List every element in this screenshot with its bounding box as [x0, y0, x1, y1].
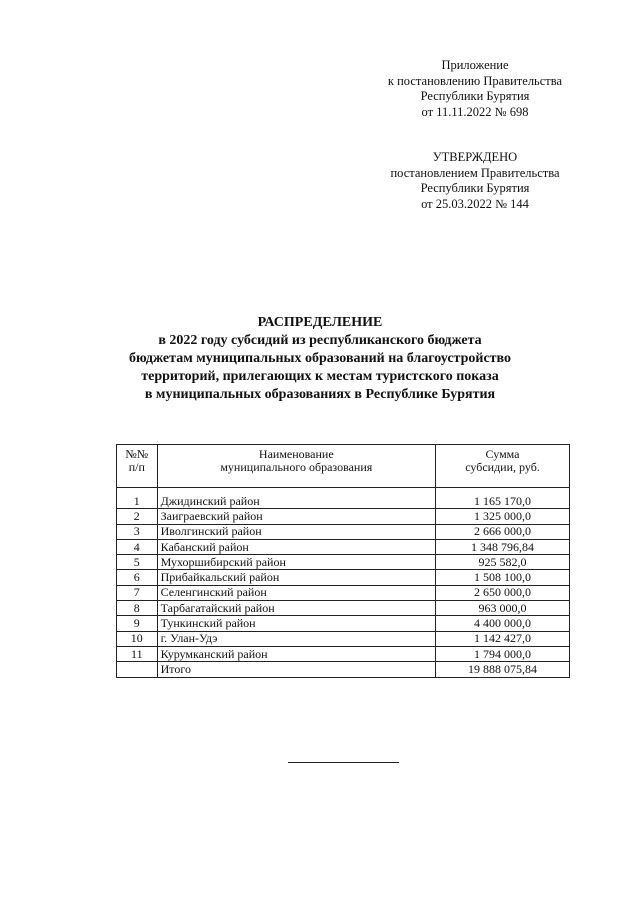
row-number: 10: [117, 631, 158, 646]
document-title: [60, 314, 580, 404]
row-municipality: Кабанский район: [157, 539, 435, 554]
row-sum: 1 142 427,0: [436, 631, 570, 646]
row-number: 6: [117, 570, 158, 585]
approved-line: Республики Бурятия: [420, 181, 530, 195]
row-sum: 1 794 000,0: [436, 646, 570, 661]
title-line: РАСПРЕДЕЛЕНИЕ: [257, 315, 383, 330]
table-body: [117, 488, 570, 678]
table-row: [117, 555, 570, 570]
table-row: [117, 524, 570, 539]
header-number: №№ п/п: [117, 445, 158, 488]
approved-line: от 25.03.2022 № 144: [421, 196, 529, 211]
row-municipality: Джидинский район: [157, 494, 435, 509]
table-row: [117, 601, 570, 616]
annex-line: Приложение: [441, 58, 509, 72]
row-number: 4: [117, 539, 158, 554]
total-number: [117, 662, 158, 677]
table-total-row: [117, 662, 570, 677]
row-number: 5: [117, 555, 158, 570]
end-divider: [288, 762, 399, 763]
row-municipality: Прибайкальский район: [157, 570, 435, 585]
row-municipality: Курумканский район: [157, 646, 435, 661]
row-sum: 1 325 000,0: [436, 509, 570, 524]
row-municipality: Тункинский район: [157, 616, 435, 631]
row-number: 2: [117, 509, 158, 524]
row-sum: 4 400 000,0: [436, 616, 570, 631]
row-municipality: Селенгинский район: [157, 585, 435, 600]
row-number: 1: [117, 494, 158, 509]
row-number: 8: [117, 601, 158, 616]
row-sum: 1 508 100,0: [436, 570, 570, 585]
table-row: [117, 509, 570, 524]
title-line: в муниципальных образованиях в Республике Бурятия: [144, 387, 496, 402]
header-sum: Сумма субсидии, руб.: [436, 445, 570, 488]
row-number: 11: [117, 646, 158, 661]
table-row: [117, 539, 570, 554]
approved-line: УТВЕРЖДЕНО: [432, 150, 518, 164]
table-row: [117, 631, 570, 646]
table-row: [117, 570, 570, 585]
row-municipality: Иволгинский район: [157, 524, 435, 539]
table-row: [117, 616, 570, 631]
row-sum: 1 165 170,0: [436, 494, 570, 509]
row-municipality: г. Улан-Удэ: [157, 631, 435, 646]
row-sum: 2 666 000,0: [436, 524, 570, 539]
row-number: 9: [117, 616, 158, 631]
row-municipality: Тарбагатайский район: [157, 601, 435, 616]
annex-line: от 11.11.2022 № 698: [421, 104, 529, 119]
distribution-table: [116, 444, 570, 678]
total-label: Итого: [157, 662, 435, 677]
approved-block: [375, 150, 575, 212]
annex-line: к постановлению Правительства: [387, 73, 563, 88]
row-municipality: Мухоршибирский район: [157, 555, 435, 570]
annex-line: Республики Бурятия: [420, 89, 530, 103]
row-number: 3: [117, 524, 158, 539]
table-row: [117, 646, 570, 661]
title-line: бюджетам муниципальных образований на благоустройство: [128, 351, 512, 366]
table-header-row: [117, 445, 570, 488]
table-row: [117, 585, 570, 600]
total-sum: 19 888 075,84: [436, 662, 570, 677]
title-line: в 2022 году субсидий из республиканского бюджета: [158, 333, 482, 348]
header-municipality: Наименование муниципального образования: [157, 445, 435, 488]
row-number: 7: [117, 585, 158, 600]
title-line: территорий, прилегающих к местам туристского показа: [141, 369, 499, 384]
table-row: [117, 494, 570, 509]
row-sum: 963 000,0: [436, 601, 570, 616]
row-municipality: Заиграевский район: [157, 509, 435, 524]
annex-block: [375, 58, 575, 120]
approved-line: постановлением Правительства: [390, 165, 560, 180]
row-sum: 925 582,0: [436, 555, 570, 570]
row-sum: 1 348 796,84: [436, 539, 570, 554]
row-sum: 2 650 000,0: [436, 585, 570, 600]
